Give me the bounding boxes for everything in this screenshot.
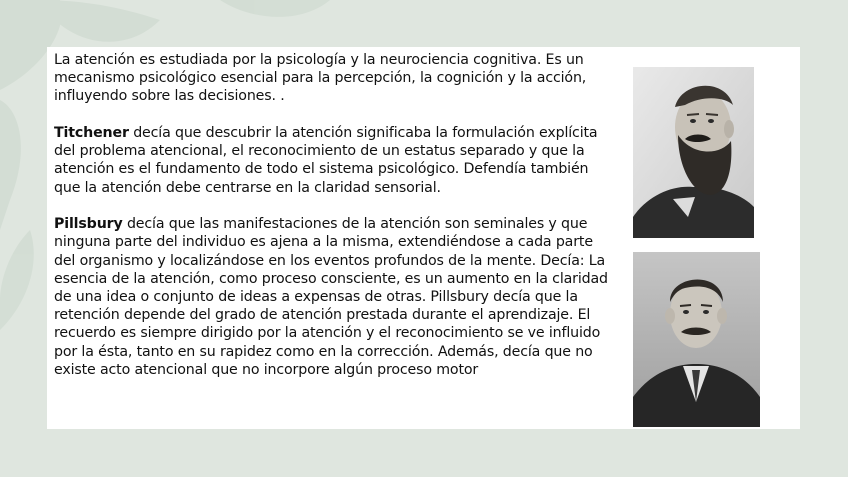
intro-paragraph <box>54 51 614 106</box>
titchener-portrait-photo <box>633 67 754 238</box>
text-column <box>54 51 614 379</box>
titchener-paragraph <box>54 124 614 197</box>
pillsbury-name: Pillsbury <box>54 216 123 233</box>
content-panel <box>47 47 800 429</box>
titchener-text: decía que descubrir la atención significaba la formulación explícita del problema atencional, el reconocimiento de un estatus separado y que la atención es el fundamento de todo el sistema psicológico. Defendía también que la atención debe centrarse en la claridad sensorial. <box>54 125 598 196</box>
intro-text: La atención es estudiada por la psicología y la neurociencia cognitiva. Es un mecanismo psicológico esencial para la percepción, la cognición y la acción, influyendo sobre las decisiones. . <box>54 52 587 105</box>
pillsbury-portrait-photo <box>633 252 760 427</box>
pillsbury-text: decía que las manifestaciones de la atención son seminales y que ninguna parte del individuo es ajena a la misma, extendiéndose a cada parte del organismo y localizándose en los eventos profundos de la mente. Decía: La esencia de la atención, como proceso consciente, es un aumento en la claridad de una idea o conjunto de ideas a expensas de otras. Pillsbury decía que la retención depende del grado de atención prestada durante el aprendizaje. El recuerdo es siempre dirigido por la atención y el reconocimiento se ve influido por la ésta, tanto en su rapidez como en la corrección. Además, decía que no existe acto atencional que no incorpore algún proceso motor <box>54 216 608 378</box>
titchener-name: Titchener <box>54 125 129 141</box>
pillsbury-paragraph <box>54 215 614 379</box>
